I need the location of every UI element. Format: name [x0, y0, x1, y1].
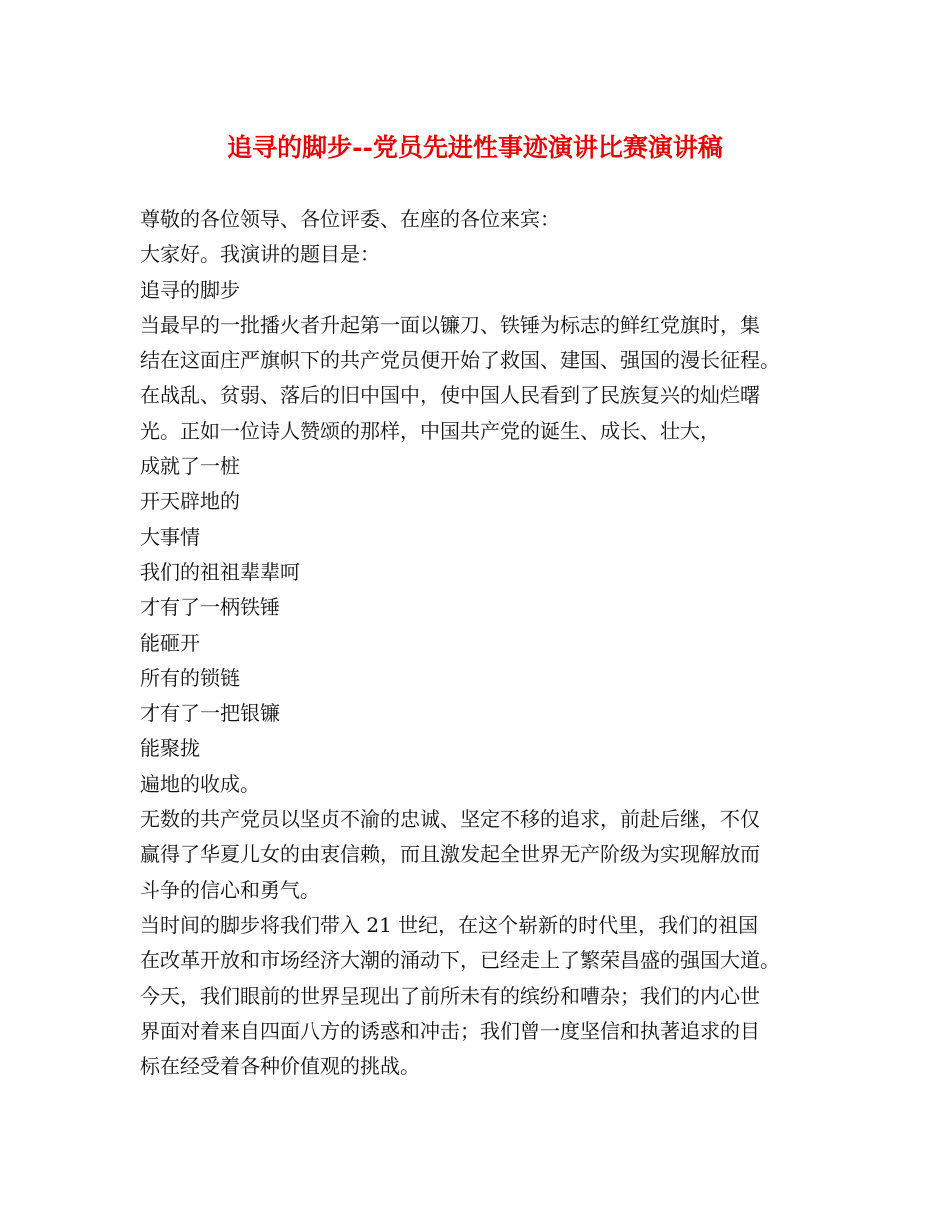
- poem-line: 能聚拢: [140, 736, 200, 761]
- paragraph-line: 追寻的脚步: [140, 277, 240, 302]
- poem-line: 才有了一把银镰: [140, 701, 280, 726]
- poem-line: 能砸开: [140, 630, 200, 655]
- paragraph-line: 标在经受着各种价值观的挑战。: [140, 1054, 420, 1079]
- paragraph-line: 今天，我们眼前的世界呈现出了前所未有的缤纷和嘈杂；我们的内心世: [140, 983, 760, 1008]
- poem-line: 所有的锁链: [140, 665, 240, 690]
- poem-line: 大事情: [140, 524, 200, 549]
- paragraph-line: 无数的共产党员以坚贞不渝的忠诚、坚定不移的追求，前赴后继，不仅: [140, 807, 760, 832]
- paragraph-line: 在战乱、贫弱、落后的旧中国中，使中国人民看到了民族复兴的灿烂曙: [140, 383, 760, 408]
- poem-line: 成就了一桩: [140, 454, 240, 479]
- poem-line: 开天辟地的: [140, 489, 240, 514]
- paragraph-line: 尊敬的各位领导、各位评委、在座的各位来宾：: [140, 207, 560, 231]
- poem-line: 才有了一柄铁锤: [140, 595, 280, 620]
- paragraph-line: 光。正如一位诗人赞颂的那样，中国共产党的诞生、成长、壮大，: [140, 418, 720, 443]
- document-title: 追寻的脚步--党员先进性事迹演讲比赛演讲稿: [227, 133, 723, 162]
- paragraph-line: 大家好。我演讲的题目是：: [140, 242, 380, 267]
- paragraph-line: 赢得了华夏儿女的由衷信赖，而且激发起全世界无产阶级为实现解放而: [140, 842, 760, 867]
- paragraph-line: 斗争的信心和勇气。: [140, 877, 320, 902]
- poem-line: 遍地的收成。: [140, 771, 260, 796]
- paragraph-line: 结在这面庄严旗帜下的共产党员便开始了救国、建国、强国的漫长征程。: [140, 348, 780, 373]
- document-body: [140, 202, 840, 1084]
- paragraph-line: 当时间的脚步将我们带入 21 世纪，在这个崭新的时代里，我们的祖国: [140, 912, 759, 937]
- poem-line: 我们的祖祖辈辈呵: [140, 559, 300, 584]
- paragraph-line: 在改革开放和市场经济大潮的涌动下，已经走上了繁荣昌盛的强国大道。: [140, 948, 780, 973]
- paragraph-line: 当最早的一批播火者升起第一面以镰刀、铁锤为标志的鲜红党旗时，集: [140, 312, 760, 337]
- paragraph-line: 界面对着来自四面八方的诱惑和冲击；我们曾一度坚信和执著追求的目: [140, 1018, 760, 1043]
